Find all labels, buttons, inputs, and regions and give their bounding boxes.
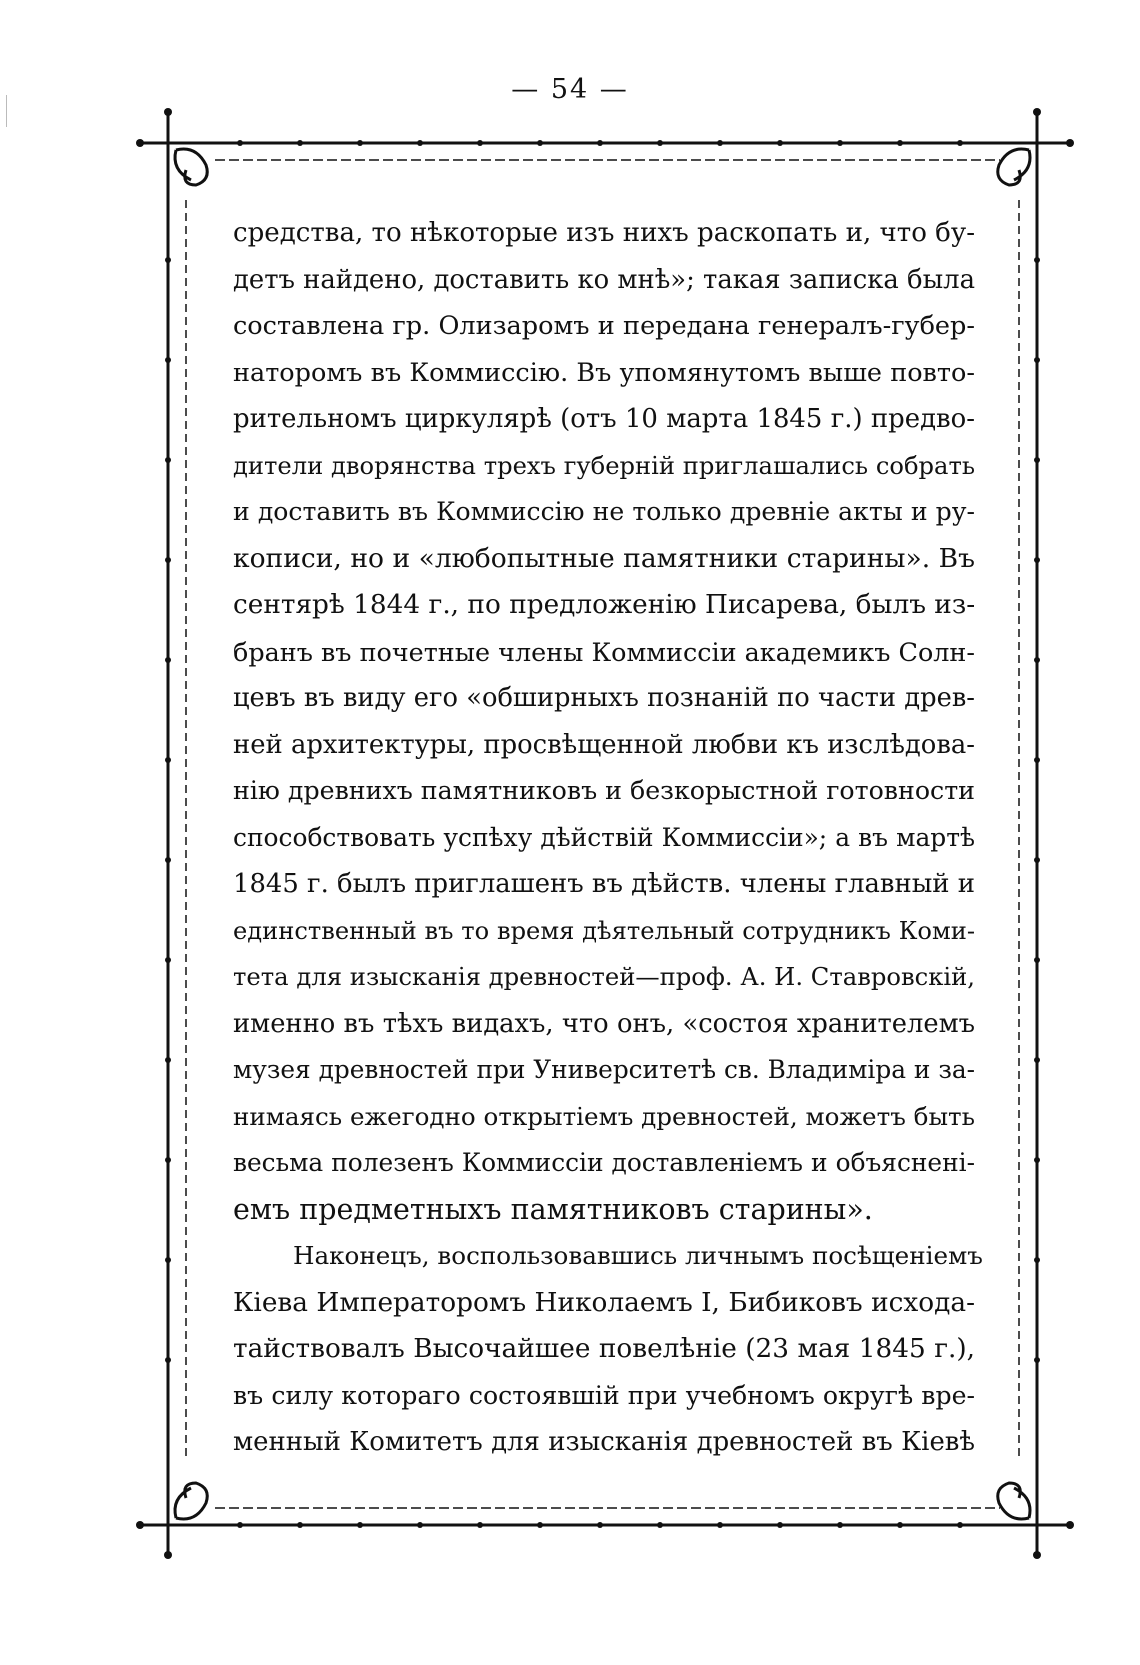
paragraph [233,1233,983,1466]
text-line: и доставить въ Коммиссію не только древніе акты и ру- [233,497,975,526]
text-line: цевъ въ виду его «обширныхъ познаній по части древ- [233,683,975,713]
text-line: кописи, но и «любопытные памятники старины». Въ [233,542,975,574]
text-line: бранъ въ почетные члены Коммиссіи академикъ Солн- [233,636,975,667]
text-line: менный Комитетъ для изысканія древностей въ Кіевѣ [233,1427,975,1457]
text-line: емъ предметныхъ памятниковъ старины». [233,1192,873,1226]
text-line: средства, то нѣкоторые изъ нихъ раскопать и, что бу- [233,218,976,248]
text-line: тета для изысканія древностей—проф. А. И. Ставровскій, [233,962,975,991]
text-line: составлена гр. Олизаромъ и передана генералъ-губер- [233,311,975,341]
text-line: Наконецъ, воспользовавшись личнымъ посѣщеніемъ [293,1241,983,1270]
text-line: тайствовалъ Высочайшее повелѣніе (23 мая 1845 г.), [233,1334,975,1364]
body-text [233,210,983,1466]
text-line: въ силу котораго состоявшій при учебномъ округѣ вре- [233,1380,975,1410]
text-line: ней архитектуры, просвѣщенной любви къ изслѣдова- [233,729,975,760]
text-line: музея древностей при Университетѣ св. Владиміра и за- [233,1055,975,1084]
text-line: способствовать успѣху дѣйствій Коммиссіи»; а въ мартѣ [233,822,975,852]
text-line: Кіева Императоромъ Николаемъ I, Бибиковъ исхода- [233,1287,975,1318]
page-number: — 54 — [511,74,629,105]
paragraph [233,210,975,1233]
text-line: наторомъ въ Коммиссію. Въ упомянутомъ выше повто- [233,357,975,388]
text-line: нію древнихъ памятниковъ и безкорыстной готовности [233,776,975,805]
text-line: детъ найдено, доставить ко мнѣ»; такая записка была [233,264,975,295]
text-line: весьма полезенъ Коммиссіи доставленіемъ и объясненi- [233,1148,975,1177]
text-line: 1845 г. былъ приглашенъ въ дѣйств. члены главный и [233,869,975,899]
text-line: рительномъ циркулярѣ (отъ 10 марта 1845 г.) предво- [233,404,975,434]
text-line: именно въ тѣхъ видахъ, что онъ, «состоя хранителемъ [233,1008,975,1039]
text-line: нимаясь ежегодно открытіемъ древностей, можетъ быть [233,1101,975,1131]
text-line: сентярѣ 1844 г., по предложенію Писарева, былъ из- [233,590,976,620]
text-line: дители дворянства трехъ губерній приглашались собрать [233,451,975,480]
text-line: единственный въ то время дѣятельный сотрудникъ Коми- [233,916,975,945]
